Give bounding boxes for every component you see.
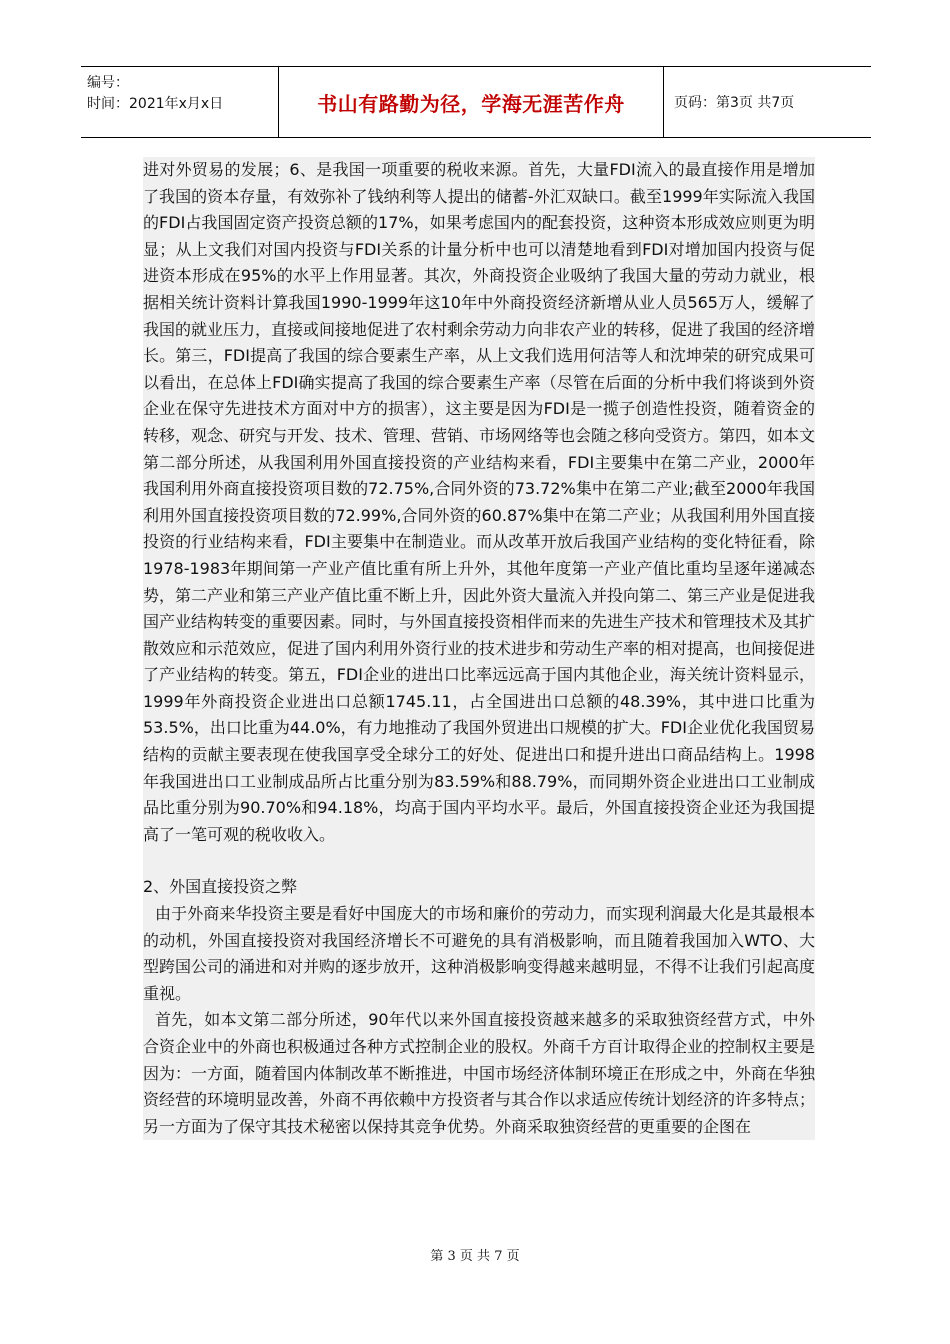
header-page-info: 页码：第3页 共7页 (674, 95, 795, 111)
page-footer: 第 3 页 共 7 页 (430, 1249, 520, 1264)
page-header (81, 66, 871, 138)
document-body (143, 157, 815, 1140)
header-slogan: 书山有路勤为径，学海无涯苦作舟 (317, 91, 625, 116)
header-meta (81, 67, 279, 137)
section-heading: 2、外国直接投资之弊 (143, 877, 298, 897)
paragraph-disadvantages-intro: 由于外商来华投资主要是看好中国庞大的市场和廉价的劳动力，而实现利润最大化是其最根本的动机，外国直接投资对我国经济增长不可避免的具有消极影响，而且随着我国加入WTO、大型跨国公司的涌进和对并购的逐步放开，这种消极影响变得越来越明显，不得不让我们引起高度重视。 (143, 904, 816, 1003)
document-number: 编号： (87, 75, 129, 91)
paragraph-first-point: 首先，如本文第二部分所述，90年代以来外国直接投资越来越多的采取独资经营方式，中外合资企业中的外商也积极通过各种方式控制企业的股权。外商千方百计取得企业的控制权主要是因为：一方面，随着国内体制改革不断推进，中国市场经济体制环境正在形成之中，外商在华独资经营的环境明显改善，外商不再依赖中方投资者与其合作以求适应传统计划经济的许多特点；另一方面为了保守其技术秘密以保持其竞争优势。外商采取独资经营的更重要的企图在 (143, 1010, 816, 1136)
document-time: 时间：2021年x月x日 (87, 96, 224, 112)
paragraph-gap (143, 848, 815, 874)
paragraph-advantages: 进对外贸易的发展；6、是我国一项重要的税收来源。首先，大量FDI流入的最直接作用是增加了我国的资本存量，有效弥补了钱纳利等人提出的储蓄-外汇双缺口。截至1999年实际流入我国的FDI占我国固定资产投资总额的17%，如果考虑国内的配套投资，这种资本形成效应则更为明显；从上文我们对国内投资与FDI关系的计量分析中也可以清楚地看到FDI对增加国内投资与促进资本形成在95%的水平上作用显著。其次，外商投资企业吸纳了我国大量的劳动力就业，根据相关统计资料计算我国1990-1999年这10年中外商投资经济新增从业人员565万人，缓解了我国的就业压力，直接或间接地促进了农村剩余劳动力向非农产业的转移，促进了我国的经济增长。第三，FDI提高了我国的综合要素生产率，从上文我们选用何洁等人和沈坤荣的研究成果可以看出，在总体上FDI确实提高了我国的综合要素生产率（尽管在后面的分析中我们将谈到外资企业在保守先进技术方面对中方的损害），这主要是因为FDI是一揽子创造性投资，随着资金的转移，观念、研究与开发、技术、管理、营销、市场网络等也会随之移向受资方。第四，如本文第二部分所述，从我国利用外国直接投资的产业结构来看，FDI主要集中在第二产业，2000年我国利用外商直接投资项目数的72.75%,合同外资的73.72%集中在第二产业;截至2000年我国利用外国直接投资项目数的72.99%,合同外资的60.87%集中在第二产业；从我国利用外国直接投资的行业结构来看，FDI主要集中在制造业。而从改革开放后我国产业结构的变化特征看，除1978-1983年期间第一产业产值比重有所上升外，其他年度第一产业产值比重均呈逐年递减态势，第二产业和第三产业产值比重不断上升，因此外资大量流入并投向第二、第三产业是促进我国产业结构转变的重要因素。同时，与外国直接投资相伴而来的先进生产技术和管理技术及其扩散效应和示范效应，促进了国内利用外资行业的技术进步和劳动生产率的相对提高，也间接促进了产业结构的转变。第五，FDI企业的进出口比率远远高于国内其他企业，海关统计资料显示，1999年外商投资企业进出口总额1745.11，占全国进出口总额的48.39%，其中进口比重为53.5%，出口比重为44.0%，有力地推动了我国外贸进出口规模的扩大。FDI企业优化我国贸易结构的贡献主要表现在使我国享受全球分工的好处、促进出口和提升进出口商品结构上。1998年我国进出口工业制成品所占比重分别为83.59%和88.79%，而同期外资企业进出口工业制成品比重分别为90.70%和94.18%，均高于国内平均水平。最后，外国直接投资企业还为我国提高了一笔可观的税收收入。 (143, 160, 816, 844)
header-slogan-cell (279, 67, 664, 137)
